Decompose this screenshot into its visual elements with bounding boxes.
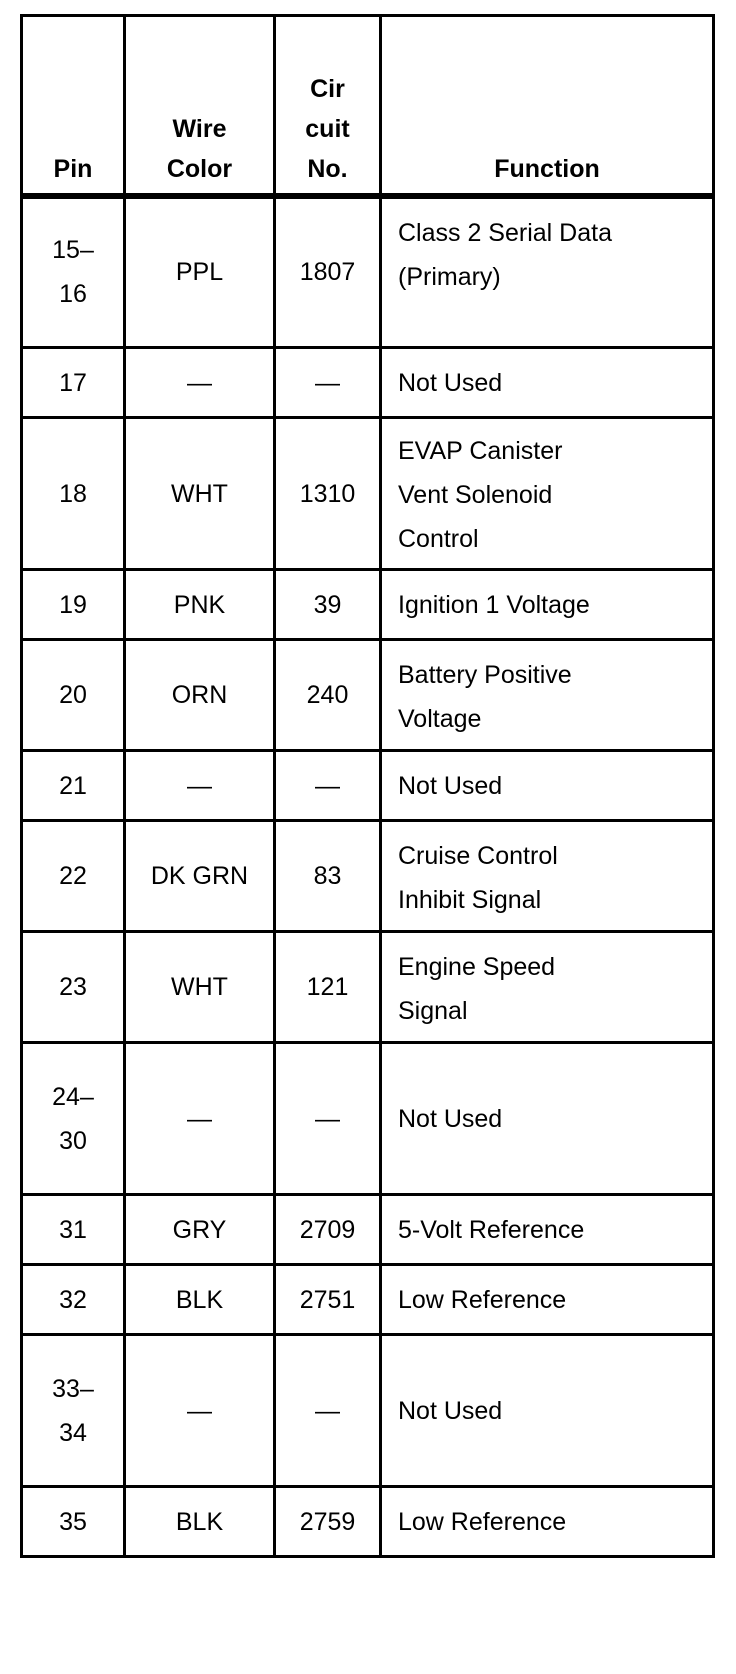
cell-function: Not Used: [381, 1043, 714, 1195]
cell-wire-color: BLK: [125, 1487, 275, 1557]
table-row: [22, 570, 714, 640]
cell-circuit: —: [275, 751, 381, 821]
cell-function: 5-Volt Reference: [381, 1195, 714, 1265]
cell-function: Not Used: [381, 1335, 714, 1487]
header-circuit-no: Cir cuit No.: [275, 16, 381, 196]
cell-wire-color: DK GRN: [125, 821, 275, 932]
cell-pin: 23: [22, 932, 125, 1043]
cell-wire-color: BLK: [125, 1265, 275, 1335]
header-row: [22, 16, 714, 196]
table-row: [22, 348, 714, 418]
cell-circuit: 2759: [275, 1487, 381, 1557]
cell-wire-color: WHT: [125, 418, 275, 570]
cell-circuit: 1807: [275, 196, 381, 348]
table-row: [22, 751, 714, 821]
cell-circuit: 2709: [275, 1195, 381, 1265]
cell-pin: 33– 34: [22, 1335, 125, 1487]
cell-function: Class 2 Serial Data (Primary): [381, 196, 714, 348]
cell-circuit: 2751: [275, 1265, 381, 1335]
table-row: [22, 1487, 714, 1557]
cell-function: Not Used: [381, 751, 714, 821]
cell-pin: 32: [22, 1265, 125, 1335]
cell-pin: 24– 30: [22, 1043, 125, 1195]
cell-pin: 20: [22, 640, 125, 751]
table-row: [22, 821, 714, 932]
cell-pin: 21: [22, 751, 125, 821]
cell-circuit: 121: [275, 932, 381, 1043]
cell-circuit: 240: [275, 640, 381, 751]
cell-wire-color: —: [125, 348, 275, 418]
table-row: [22, 1335, 714, 1487]
table-row: [22, 418, 714, 570]
cell-function: Ignition 1 Voltage: [381, 570, 714, 640]
cell-wire-color: WHT: [125, 932, 275, 1043]
cell-circuit: —: [275, 348, 381, 418]
cell-wire-color: —: [125, 1043, 275, 1195]
cell-circuit: —: [275, 1043, 381, 1195]
cell-function: Not Used: [381, 348, 714, 418]
cell-pin: 31: [22, 1195, 125, 1265]
cell-function: Battery Positive Voltage: [381, 640, 714, 751]
cell-wire-color: PPL: [125, 196, 275, 348]
cell-circuit: 1310: [275, 418, 381, 570]
table-row: [22, 932, 714, 1043]
header-wire-color: Wire Color: [125, 16, 275, 196]
cell-circuit: 83: [275, 821, 381, 932]
header-function: Function: [381, 16, 714, 196]
table-row: [22, 1265, 714, 1335]
cell-wire-color: GRY: [125, 1195, 275, 1265]
cell-pin: 22: [22, 821, 125, 932]
cell-function: Cruise Control Inhibit Signal: [381, 821, 714, 932]
cell-wire-color: —: [125, 1335, 275, 1487]
table-row: [22, 196, 714, 348]
cell-function: Engine Speed Signal: [381, 932, 714, 1043]
cell-pin: 19: [22, 570, 125, 640]
header-pin: Pin: [22, 16, 125, 196]
table-row: [22, 1195, 714, 1265]
cell-pin: 17: [22, 348, 125, 418]
pinout-table: [20, 14, 715, 1558]
cell-function: Low Reference: [381, 1487, 714, 1557]
cell-pin: 18: [22, 418, 125, 570]
cell-pin: 35: [22, 1487, 125, 1557]
table-row: [22, 1043, 714, 1195]
cell-circuit: 39: [275, 570, 381, 640]
table-row: [22, 640, 714, 751]
cell-wire-color: PNK: [125, 570, 275, 640]
cell-function: Low Reference: [381, 1265, 714, 1335]
cell-function: EVAP Canister Vent Solenoid Control: [381, 418, 714, 570]
cell-wire-color: ORN: [125, 640, 275, 751]
cell-wire-color: —: [125, 751, 275, 821]
cell-pin: 15– 16: [22, 196, 125, 348]
cell-circuit: —: [275, 1335, 381, 1487]
